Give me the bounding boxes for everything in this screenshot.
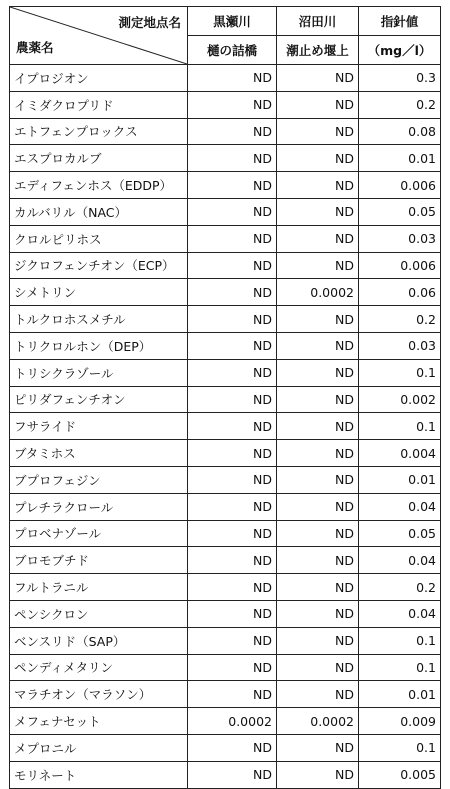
kurose-value: 0.0002	[188, 708, 277, 735]
kurose-value: ND	[188, 413, 277, 440]
table-row	[10, 252, 441, 279]
kurose-value: ND	[188, 359, 277, 386]
nuta-value: ND	[277, 118, 359, 145]
guideline-value: 0.01	[359, 681, 441, 708]
kurose-value: ND	[188, 440, 277, 467]
guideline-value: 0.04	[359, 493, 441, 520]
nuta-value: ND	[277, 198, 359, 225]
guideline-value: 0.2	[359, 306, 441, 333]
kurose-value: ND	[188, 627, 277, 654]
nuta-value: ND	[277, 65, 359, 92]
pesticide-name: ベンスリド（SAP）	[10, 627, 188, 654]
pesticide-name: カルバリル（NAC）	[10, 198, 188, 225]
diagonal-header-cell	[10, 7, 188, 65]
table-row	[10, 520, 441, 547]
pesticide-name: クロルピリホス	[10, 225, 188, 252]
pesticide-name: マラチオン（マラソン）	[10, 681, 188, 708]
table-row	[10, 681, 441, 708]
pesticide-name: トルクロホスメチル	[10, 306, 188, 333]
table-row	[10, 198, 441, 225]
kurose-value: ND	[188, 225, 277, 252]
table-row	[10, 225, 441, 252]
table-row	[10, 332, 441, 359]
guideline-value: 0.05	[359, 198, 441, 225]
kurose-value: ND	[188, 574, 277, 601]
nuta-value: ND	[277, 252, 359, 279]
table-header	[10, 7, 441, 65]
measurement-point-label: 測定地点名	[118, 15, 181, 30]
table-row	[10, 574, 441, 601]
table-row	[10, 708, 441, 735]
kurose-value: ND	[188, 172, 277, 199]
guideline-value: 0.04	[359, 547, 441, 574]
pesticide-name: フルトラニル	[10, 574, 188, 601]
table-row	[10, 600, 441, 627]
table-row	[10, 761, 441, 788]
guideline-value: 0.006	[359, 252, 441, 279]
nuta-value: ND	[277, 413, 359, 440]
guideline-value: 0.2	[359, 91, 441, 118]
nuta-value: ND	[277, 332, 359, 359]
nuta-value: 0.0002	[277, 708, 359, 735]
kurose-value: ND	[188, 547, 277, 574]
col-nuta-river: 沼田川	[277, 7, 359, 36]
kurose-value: ND	[188, 332, 277, 359]
nuta-value: ND	[277, 145, 359, 172]
table-row	[10, 279, 441, 306]
guideline-value: 0.1	[359, 627, 441, 654]
guideline-value: 0.1	[359, 654, 441, 681]
guideline-value: 0.05	[359, 520, 441, 547]
pesticide-name: シメトリン	[10, 279, 188, 306]
pesticide-name: プレチラクロール	[10, 493, 188, 520]
kurose-value: ND	[188, 306, 277, 333]
pesticide-name: ペンディメタリン	[10, 654, 188, 681]
nuta-value: ND	[277, 359, 359, 386]
pesticide-name: ブプロフェジン	[10, 466, 188, 493]
col-guideline-value: 指針値	[359, 7, 441, 36]
nuta-value: ND	[277, 761, 359, 788]
col-kurose-site: 樋の詰橋	[188, 36, 277, 65]
table-row	[10, 547, 441, 574]
table-row	[10, 493, 441, 520]
nuta-value: ND	[277, 440, 359, 467]
guideline-value: 0.1	[359, 359, 441, 386]
pesticide-name: モリネート	[10, 761, 188, 788]
guideline-value: 0.01	[359, 466, 441, 493]
guideline-value: 0.03	[359, 225, 441, 252]
pesticide-name: エトフェンプロックス	[10, 118, 188, 145]
guideline-value: 0.002	[359, 386, 441, 413]
table-row	[10, 359, 441, 386]
nuta-value: ND	[277, 627, 359, 654]
pesticide-name: ジクロフェンチオン（ECP）	[10, 252, 188, 279]
kurose-value: ND	[188, 493, 277, 520]
pesticide-name-label: 農薬名	[16, 40, 54, 55]
pesticide-name: イプロジオン	[10, 65, 188, 92]
guideline-value: 0.009	[359, 708, 441, 735]
guideline-value: 0.3	[359, 65, 441, 92]
nuta-value: ND	[277, 600, 359, 627]
guideline-value: 0.06	[359, 279, 441, 306]
table-row	[10, 91, 441, 118]
pesticide-name: プロベナゾール	[10, 520, 188, 547]
table-row	[10, 440, 441, 467]
guideline-value: 0.1	[359, 413, 441, 440]
col-kurose-river: 黒瀬川	[188, 7, 277, 36]
table-row	[10, 306, 441, 333]
table-row	[10, 386, 441, 413]
table-row	[10, 413, 441, 440]
kurose-value: ND	[188, 65, 277, 92]
pesticide-name: エディフェンホス（EDDP）	[10, 172, 188, 199]
nuta-value: ND	[277, 306, 359, 333]
kurose-value: ND	[188, 734, 277, 761]
nuta-value: ND	[277, 386, 359, 413]
nuta-value: 0.0002	[277, 279, 359, 306]
table-row	[10, 145, 441, 172]
kurose-value: ND	[188, 600, 277, 627]
guideline-value: 0.004	[359, 440, 441, 467]
nuta-value: ND	[277, 520, 359, 547]
pesticide-name: メプロニル	[10, 734, 188, 761]
pesticide-name: トリシクラゾール	[10, 359, 188, 386]
kurose-value: ND	[188, 252, 277, 279]
nuta-value: ND	[277, 225, 359, 252]
kurose-value: ND	[188, 466, 277, 493]
nuta-value: ND	[277, 654, 359, 681]
pesticide-name: ペンシクロン	[10, 600, 188, 627]
pesticide-name: ブロモブチド	[10, 547, 188, 574]
table-row	[10, 734, 441, 761]
guideline-value: 0.03	[359, 332, 441, 359]
kurose-value: ND	[188, 145, 277, 172]
guideline-value: 0.08	[359, 118, 441, 145]
guideline-value: 0.04	[359, 600, 441, 627]
nuta-value: ND	[277, 547, 359, 574]
pesticide-name: ピリダフェンチオン	[10, 386, 188, 413]
pesticide-table-wrapper	[9, 6, 440, 789]
kurose-value: ND	[188, 118, 277, 145]
pesticide-name: トリクロルホン（DEP）	[10, 332, 188, 359]
table-row	[10, 65, 441, 92]
table-row	[10, 654, 441, 681]
table-body	[10, 65, 441, 789]
nuta-value: ND	[277, 91, 359, 118]
pesticide-name: メフェナセット	[10, 708, 188, 735]
pesticide-name: ブタミホス	[10, 440, 188, 467]
col-guideline-unit: （mg／l）	[359, 36, 441, 65]
kurose-value: ND	[188, 520, 277, 547]
pesticide-name: エスプロカルブ	[10, 145, 188, 172]
nuta-value: ND	[277, 574, 359, 601]
kurose-value: ND	[188, 654, 277, 681]
guideline-value: 0.2	[359, 574, 441, 601]
kurose-value: ND	[188, 681, 277, 708]
nuta-value: ND	[277, 681, 359, 708]
table-row	[10, 118, 441, 145]
table-row	[10, 627, 441, 654]
col-nuta-site: 潮止め堰上	[277, 36, 359, 65]
nuta-value: ND	[277, 466, 359, 493]
guideline-value: 0.1	[359, 734, 441, 761]
nuta-value: ND	[277, 172, 359, 199]
nuta-value: ND	[277, 734, 359, 761]
guideline-value: 0.005	[359, 761, 441, 788]
pesticide-name: フサライド	[10, 413, 188, 440]
kurose-value: ND	[188, 91, 277, 118]
pesticide-table	[9, 6, 441, 789]
kurose-value: ND	[188, 198, 277, 225]
kurose-value: ND	[188, 761, 277, 788]
kurose-value: ND	[188, 279, 277, 306]
guideline-value: 0.006	[359, 172, 441, 199]
guideline-value: 0.01	[359, 145, 441, 172]
table-row	[10, 466, 441, 493]
pesticide-name: イミダクロプリド	[10, 91, 188, 118]
table-row	[10, 172, 441, 199]
kurose-value: ND	[188, 386, 277, 413]
nuta-value: ND	[277, 493, 359, 520]
